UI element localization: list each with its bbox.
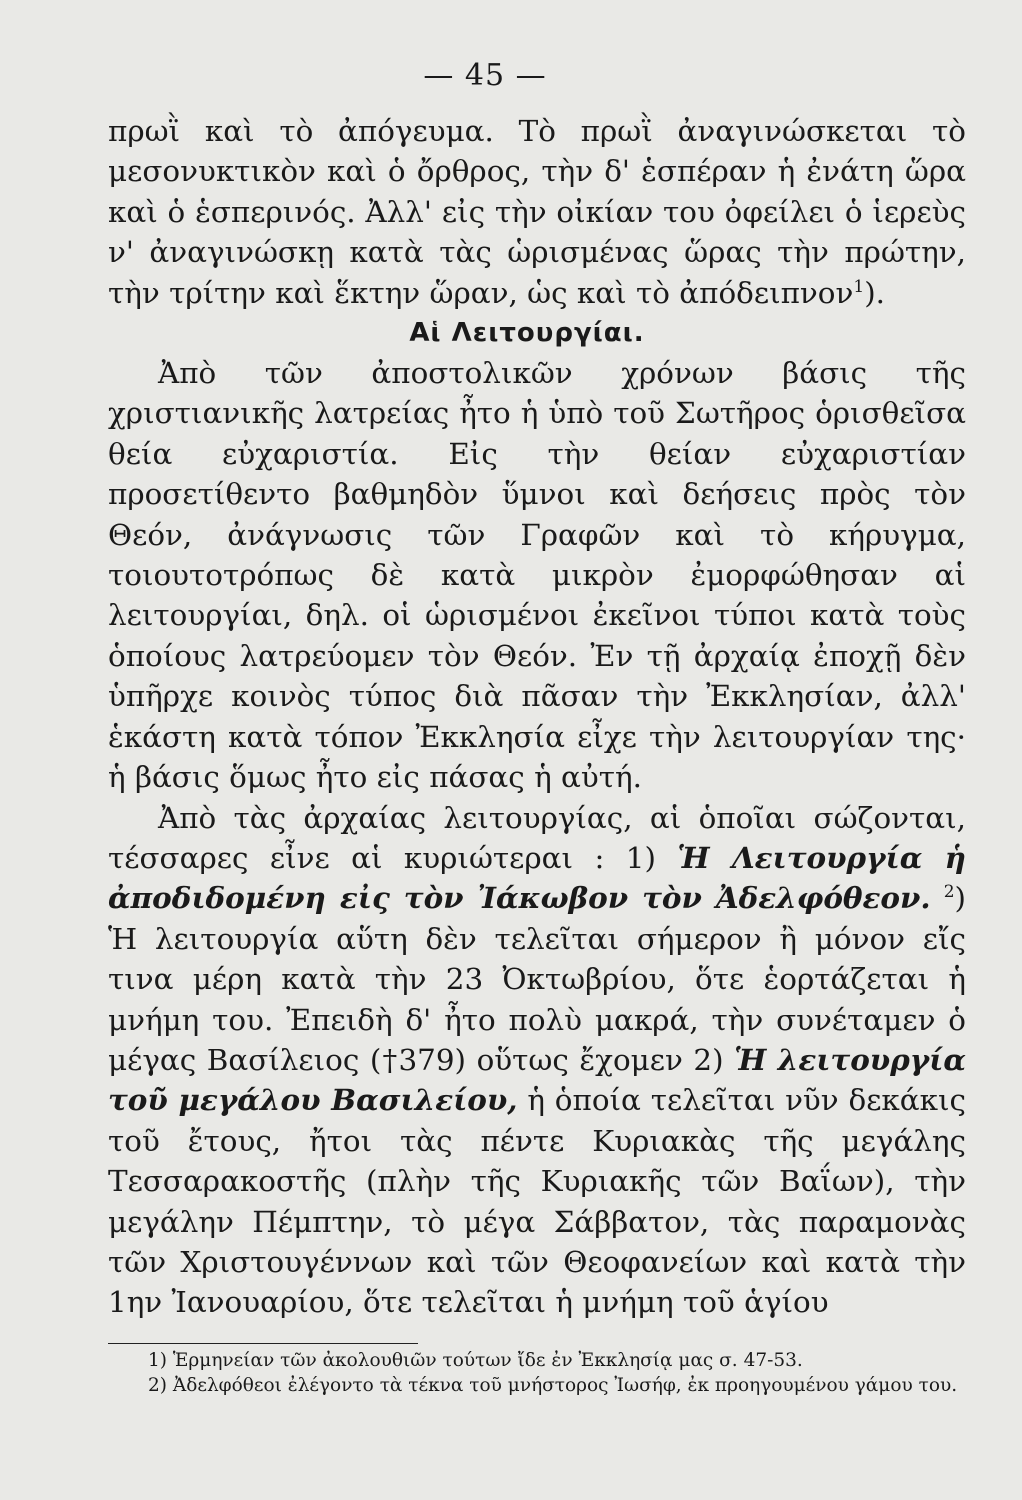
paragraph-ancient-liturgies-c: ἡ ὁποία τελεῖται νῦν δεκάκις τοῦ ἔτους, ἤτοι τὰς πέντε Κυριακὰς τῆς μεγάλης Τεσσαρακοστῆς (πλὴν τῆς Κυριακῆς τῶν Βαΐων), τὴν μεγάλην Πέμπτην, τὸ μέγα Σάββατον, τὰς παραμονὰς τῶν Χριστουγέννων καὶ τῶν Θεοφανείων καὶ κατὰ τὴν 1ην Ἰανουαρίου, ὅτε τελεῖται ἡ μνήμη τοῦ ἁγίου — [108, 1083, 966, 1320]
paragraph-ancient-liturgies-b: ) Ἡ λειτουργία αὕτη δὲν τελεῖται σήμερον ἢ μόνον εἴς τινα μέρη κατὰ τὴν 23 Ὀκτωβρίου, ὅτε ἑορτάζεται ἡ μνήμη του. Ἐπειδὴ δ' ἦτο πολὺ μακρά, τὴν συνέταμεν ὁ μέγας Βασίλειος (†379) οὕτως ἔχομεν 2) — [108, 881, 967, 1077]
footnote-divider — [108, 1343, 418, 1344]
liturgy-of-james-title: Ἡ Λειτουργία ἡ ἀποδιδομένη εἰς τὸν Ἰάκωβον τὸν Ἀδελφόθεον. — [108, 839, 966, 916]
main-text — [108, 111, 966, 1323]
paragraph-ancient-liturgies — [108, 798, 966, 1323]
footnote-ref-1: 1 — [853, 276, 865, 297]
footnote-2: 2) Ἀδελφόθεοι ἐλέγοντο τὰ τέκνα τοῦ μνήστορος Ἰωσήφ, ἐκ προηγουμένου γάμου του. — [148, 1374, 958, 1396]
footnote-1: 1) Ἑρμηνείαν τῶν ἀκολουθιῶν τούτων ἴδε ἐν Ἐκκλησίᾳ μας σ. 47-53. — [148, 1349, 803, 1371]
paragraph-hours-text: πρωῒ καὶ τὸ ἀπόγευμα. Τὸ πρωῒ ἀναγινώσκεται τὸ μεσονυκτικὸν καὶ ὁ ὄρθρος, τὴν δ' ἑσπέραν ἡ ἐνάτη ὥρα καὶ ὁ ἑσπερινός. Ἀλλ' εἰς τὴν οἰκίαν του ὀφείλει ὁ ἱερεὺς ν' ἀναγινώσκῃ κατὰ τὰς ὡρισμένας ὥρας τὴν πρώτην, τὴν τρίτην καὶ ἕκτην ὥραν, ὡς καὶ τὸ ἀπόδειπνον — [108, 114, 966, 310]
page-number: — 45 — — [423, 58, 547, 93]
paragraph-hours-tail: ). — [864, 275, 885, 310]
footnote-ref-2: 2 — [943, 882, 955, 903]
paragraph-liturgy-origin: Ἀπὸ τῶν ἀποστολικῶν χρόνων βάσις τῆς χριστιανικῆς λατρείας ἦτο ἡ ὑπὸ τοῦ Σωτῆρος ὁρισθεῖσα θεία εὐχαριστία. Εἰς τὴν θείαν εὐχαριστίαν προσετίθεντο βαθμηδὸν ὕμνοι καὶ δεήσεις πρὸς τὸν Θεόν, ἀνάγνωσις τῶν Γραφῶν καὶ τὸ κήρυγμα, τοιουτοτρόπως δὲ κατὰ μικρὸν ἐμορφώθησαν αἱ λειτουργίαι, δηλ. οἱ ὡρισμένοι ἐκεῖνοι τύποι κατὰ τοὺς ὁποίους λατρεύομεν τὸν Θεόν. Ἐν τῇ ἀρχαίᾳ ἐποχῇ δὲν ὑπῆρχε κοινὸς τύπος διὰ πᾶσαν τὴν Ἐκκλησίαν, ἀλλ' ἑκάστη κατὰ τόπον Ἐκκλησία εἶχε τὴν λειτουργίαν της· ἡ βάσις ὅμως ἦτο εἰς πάσας ἡ αὐτή. — [108, 356, 966, 795]
paragraph-hours — [108, 111, 966, 313]
footnotes — [108, 1348, 966, 1398]
liturgy-of-basil-title: Ἡ λειτουργία τοῦ μεγάλου Βασιλείου, — [108, 1041, 966, 1118]
paragraph-ancient-liturgies-a: Ἀπὸ τὰς ἀρχαίας λειτουργίας, αἱ ὁποῖαι σώζονται, τέσσαρες εἶνε αἱ κυριώτεραι : 1) — [108, 800, 966, 875]
section-heading: Αἱ Λειτουργίαι. — [409, 318, 645, 349]
